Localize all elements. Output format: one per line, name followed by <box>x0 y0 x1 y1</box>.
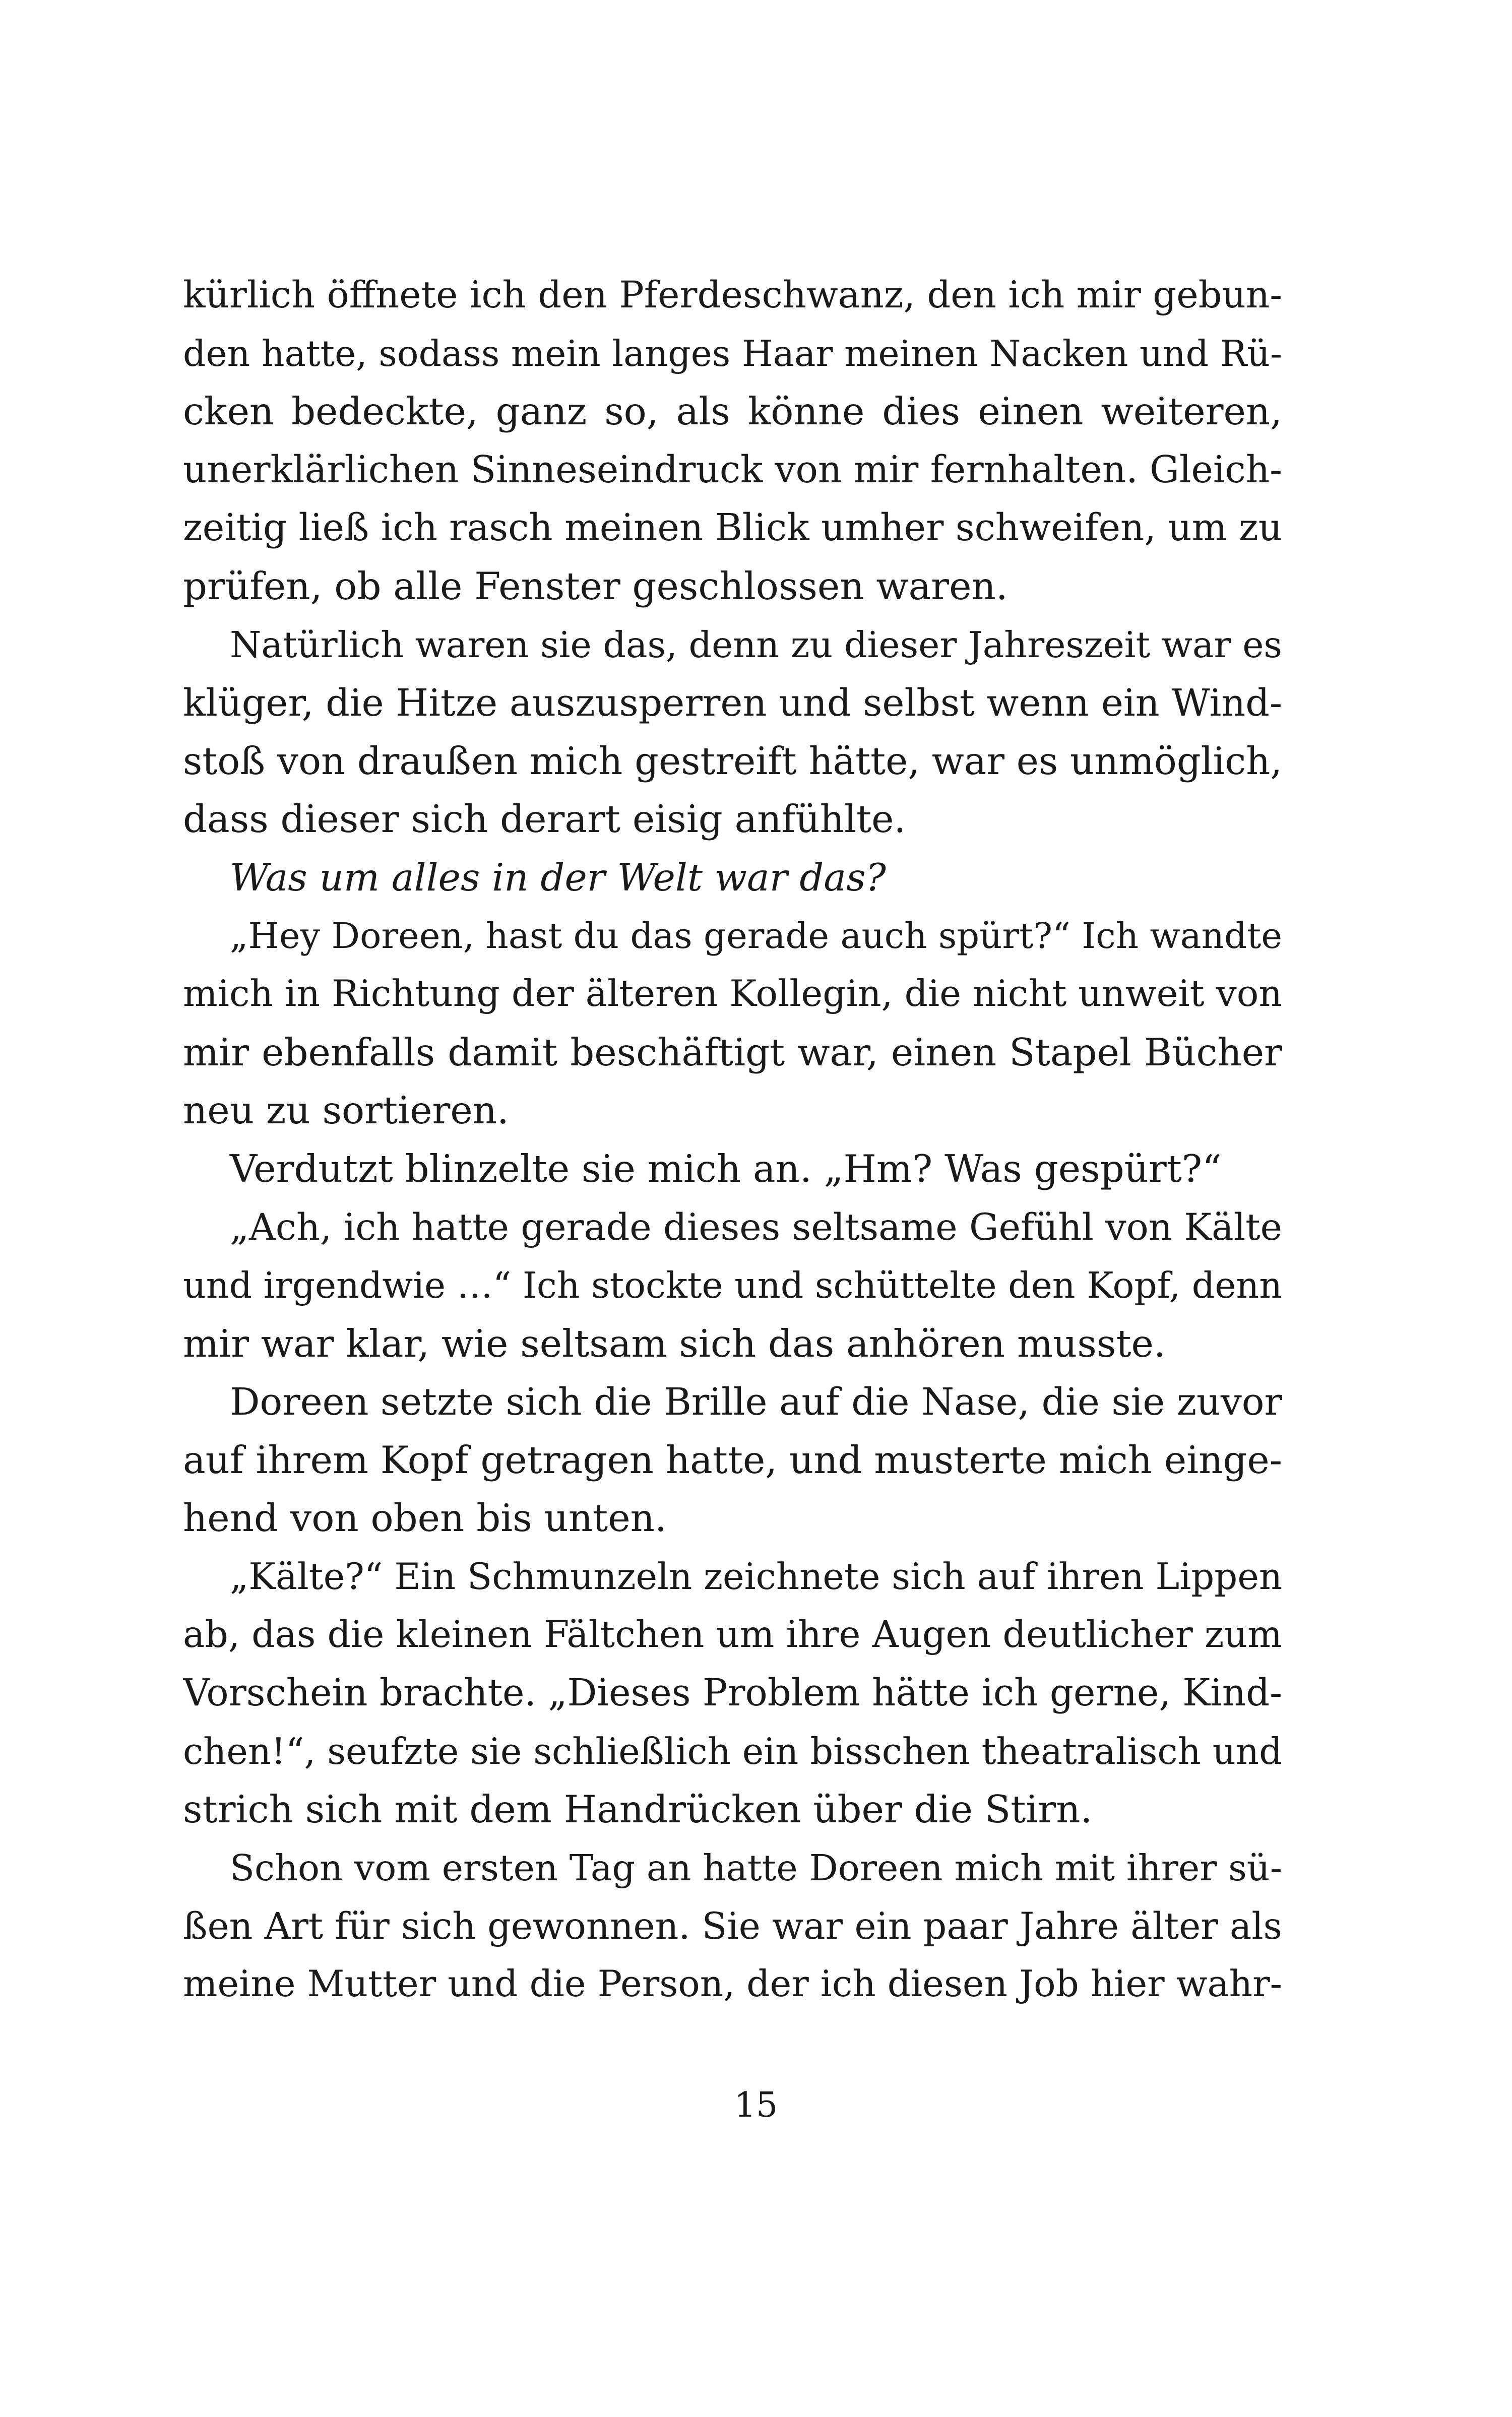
text-line: strich sich mit dem Handrücken über die Stirn. <box>183 1787 1093 1832</box>
text-line: den hatte, sodass mein langes Haar meinen Nacken und Rü- <box>183 332 1282 374</box>
text-line: mir ebenfalls damit beschäftigt war, einen Stapel Bücher <box>183 1030 1282 1074</box>
text-line: chen!“, seufzte sie schließlich ein bisschen theatralisch und <box>183 1730 1282 1772</box>
text-line: Vorschein brachte. „Dieses Problem hätte ich gerne, Kind- <box>183 1672 1282 1715</box>
text-line: meine Mutter und die Person, der ich diesen Job hier wahr- <box>183 1963 1282 2006</box>
text-line: zeitig ließ ich rasch meinen Blick umher schweifen, um zu <box>183 506 1282 550</box>
body-text <box>183 266 1282 2014</box>
text-line: neu zu sortieren. <box>183 1088 509 1133</box>
text-line: klüger, die Hitze auszusperren und selbst wenn ein Wind- <box>183 681 1282 725</box>
text-line: cken bedeckte, ganz so, als könne dies einen weiteren, <box>183 389 1282 434</box>
text-line: ßen Art für sich gewonnen. Sie war ein paar Jahre älter als <box>183 1904 1282 1948</box>
text-line: Doreen setzte sich die Brille auf die Nase, die sie zuvor <box>230 1380 1282 1424</box>
italic-thought-line: Was um alles in der Welt war das? <box>230 855 886 900</box>
text-line: mich in Richtung der älteren Kollegin, die nicht unweit von <box>183 973 1282 1015</box>
text-line: kürlich öffnete ich den Pferdeschwanz, den ich mir gebun- <box>183 274 1282 316</box>
text-line: unerklärlichen Sinneseindruck von mir fernhalten. Gleich- <box>183 448 1282 491</box>
text-line: Schon vom ersten Tag an hatte Doreen mich mit ihrer sü- <box>230 1847 1282 1889</box>
text-line: dass dieser sich derart eisig anfühlte. <box>183 797 906 842</box>
text-line: mir war klar, wie seltsam sich das anhören musste. <box>183 1321 1166 1366</box>
text-line: „Hey Doreen, hast du das gerade auch spürt?“ Ich wandte <box>230 915 1282 957</box>
text-line: prüfen, ob alle Fenster geschlossen waren. <box>183 563 1008 608</box>
text-line: „Ach, ich hatte gerade dieses seltsame Gefühl von Kälte <box>230 1205 1282 1249</box>
text-line: Natürlich waren sie das, denn zu dieser Jahreszeit war es <box>230 623 1282 666</box>
text-line: Verdutzt blinzelte sie mich an. „Hm? Was gespürt?“ <box>230 1146 1222 1191</box>
text-line: hend von oben bis unten. <box>183 1496 667 1541</box>
text-line: stoß von draußen mich gestreift hätte, war es unmöglich, <box>183 739 1282 783</box>
text-line: auf ihrem Kopf getragen hatte, und musterte mich einge- <box>183 1437 1282 1482</box>
text-line: „Kälte?“ Ein Schmunzeln zeichnete sich auf ihren Lippen <box>230 1555 1282 1598</box>
text-line: ab, das die kleinen Fältchen um ihre Augen deutlicher zum <box>183 1613 1282 1656</box>
page-number: 15 <box>734 2085 778 2125</box>
text-line: und irgendwie …“ Ich stockte und schüttelte den Kopf, denn <box>183 1264 1282 1307</box>
